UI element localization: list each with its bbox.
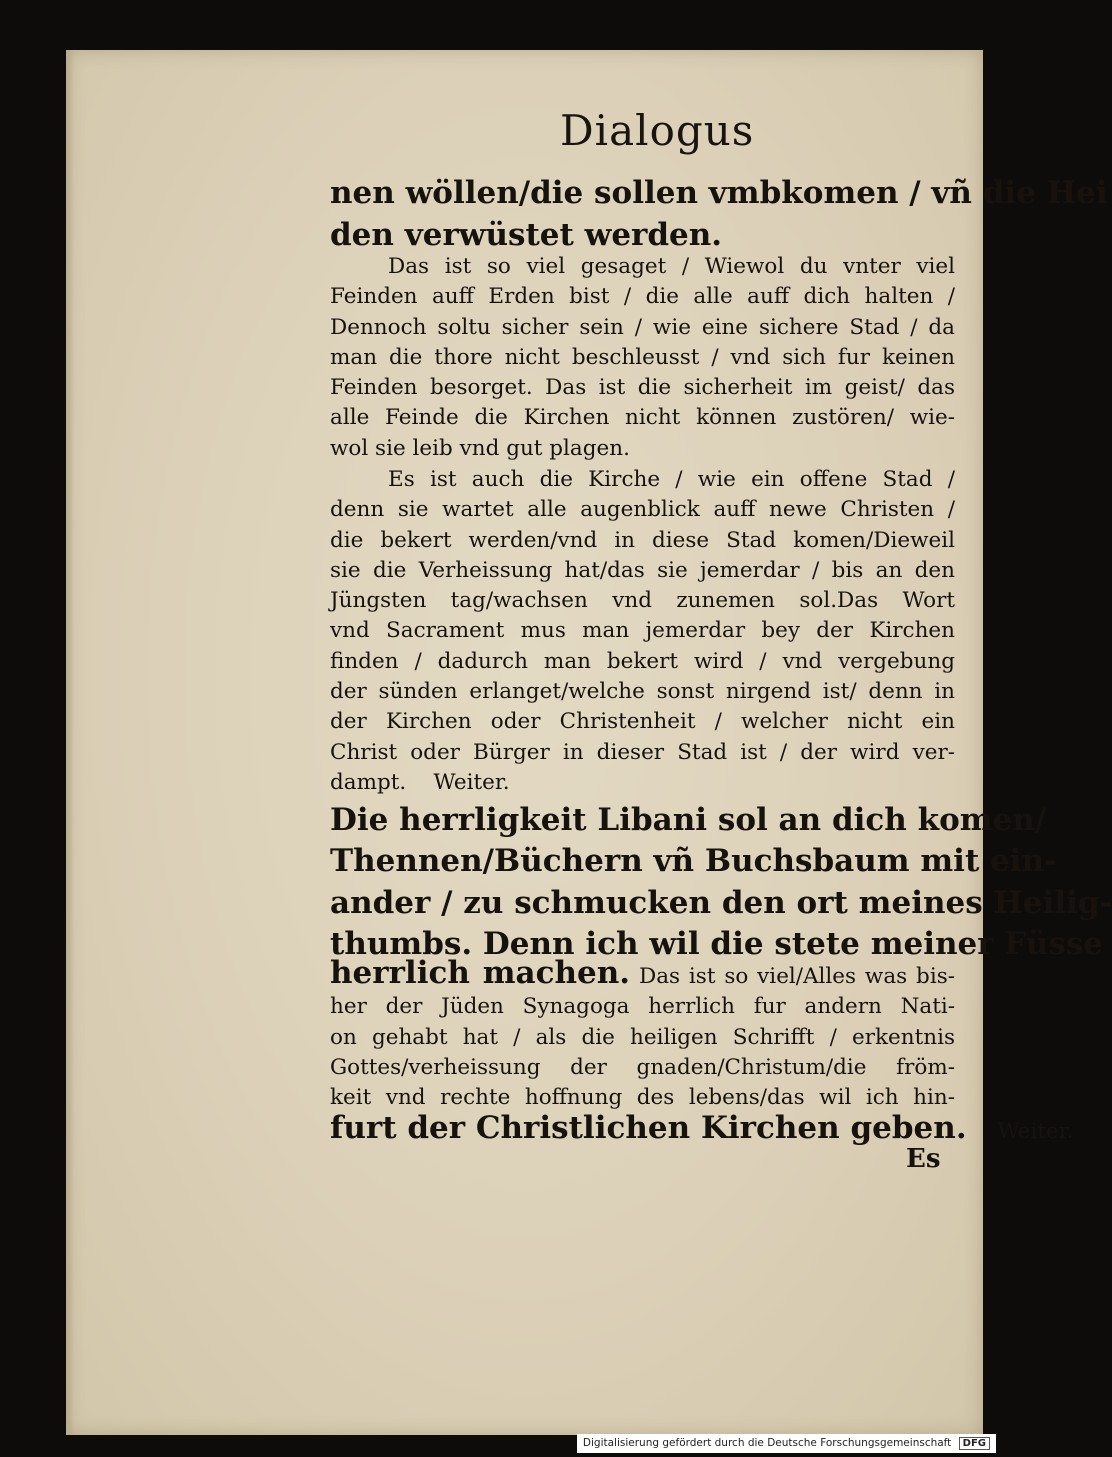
paragraph-line: on gehabt hat / als die heiligen Schrifft / erkentnis <box>330 1024 955 1050</box>
paragraph-3 <box>330 955 1074 1148</box>
paragraph-line: vnd Sacrament mus man jemerdar bey der Kirchen <box>330 618 955 644</box>
paragraph-line: sie die Verheissung hat/das sie jemerdar / bis an den <box>330 557 955 583</box>
paragraph-line: man die thore nicht beschleusst / vnd sich fur keinen <box>330 344 955 370</box>
dfg-logo: DFG <box>959 1437 990 1450</box>
catchword: Es <box>906 1144 941 1174</box>
mixed-line-first <box>330 955 955 992</box>
scripture-quote <box>330 800 1112 965</box>
quote-line: thumbs. Denn ich wil die stete meiner Füsse <box>330 925 1104 962</box>
paragraph-line: Das ist so viel gesaget / Wiewol du vnter viel <box>388 254 955 279</box>
closing-phrase: furt der Christlichen Kirchen geben. <box>330 1110 967 1147</box>
paragraph-line: alle Feinde die Kirchen nicht können zustören/ wie- <box>330 405 955 431</box>
paragraph-line: der Kirchen oder Christenheit / welcher nicht ein <box>330 709 955 735</box>
paragraph-line: die bekert werden/vnd in diese Stad komen/Dieweil <box>330 527 955 553</box>
lead-text <box>330 172 1108 256</box>
commentary-start: Das ist so viel/Alles was bis- <box>638 964 955 989</box>
running-head: Dialogus <box>560 106 755 155</box>
paragraph-line: Jüngsten tag/wachsen vnd zunemen sol.Das Wort <box>330 588 955 614</box>
quote-line: ander / zu schmucken den ort meines Heilig- <box>330 884 1112 921</box>
weiter-marker: Weiter. <box>997 1119 1074 1145</box>
lead-line: nen wöllen/die sollen vmbkomen / vñ die Hei <box>330 175 1108 211</box>
paragraph-2 <box>330 465 955 798</box>
paragraph-line: Gottes/verheissung der gnaden/Christum/die fröm- <box>330 1054 955 1080</box>
page-binding-edge <box>66 50 74 1435</box>
lead-line: den verwüstet werden. <box>330 217 723 253</box>
quote-line: Thennen/Büchern vñ Buchsbaum mit ein- <box>330 843 1057 880</box>
mixed-line-last <box>330 1110 1074 1147</box>
paragraph-line: Dennoch soltu sicher sein / wie eine sichere Stad / da <box>330 314 955 340</box>
paragraph-1 <box>330 252 955 464</box>
paragraph-line: her der Jüden Synagoga herrlich fur andern Nati- <box>330 994 955 1020</box>
paragraph-line: keit vnd rechte hoffnung des lebens/das wil ich hin- <box>330 1085 955 1111</box>
paragraph-line: der sünden erlanget/welche sonst nirgend ist/ denn in <box>330 679 955 705</box>
paragraph-line: finden / dadurch man bekert wird / vnd vergebung <box>330 648 955 674</box>
paragraph-line: Es ist auch die Kirche / wie ein offene Stad / <box>388 467 955 492</box>
quote-line: Die herrligkeit Libani sol an dich komen/ <box>330 802 1047 838</box>
paragraph-line: Christ oder Bürger in dieser Stad ist / der wird ver- <box>330 739 955 765</box>
paragraph-line: dampt. Weiter. <box>330 769 510 795</box>
paragraph-line: wol sie leib vnd gut plagen. <box>330 435 630 461</box>
paragraph-line: Feinden besorget. Das ist die sicherheit im geist/ das <box>330 375 955 401</box>
quote-continuation: herrlich machen. <box>330 955 631 991</box>
paragraph-line: Feinden auff Erden bist / die alle auff dich halten / <box>330 284 955 310</box>
footer-text: Digitalisierung gefördert durch die Deutsche Forschungsgemeinschaft <box>582 1437 952 1449</box>
digitization-footer <box>577 1434 996 1453</box>
paragraph-line: denn sie wartet alle augenblick auff newe Christen / <box>330 497 955 523</box>
